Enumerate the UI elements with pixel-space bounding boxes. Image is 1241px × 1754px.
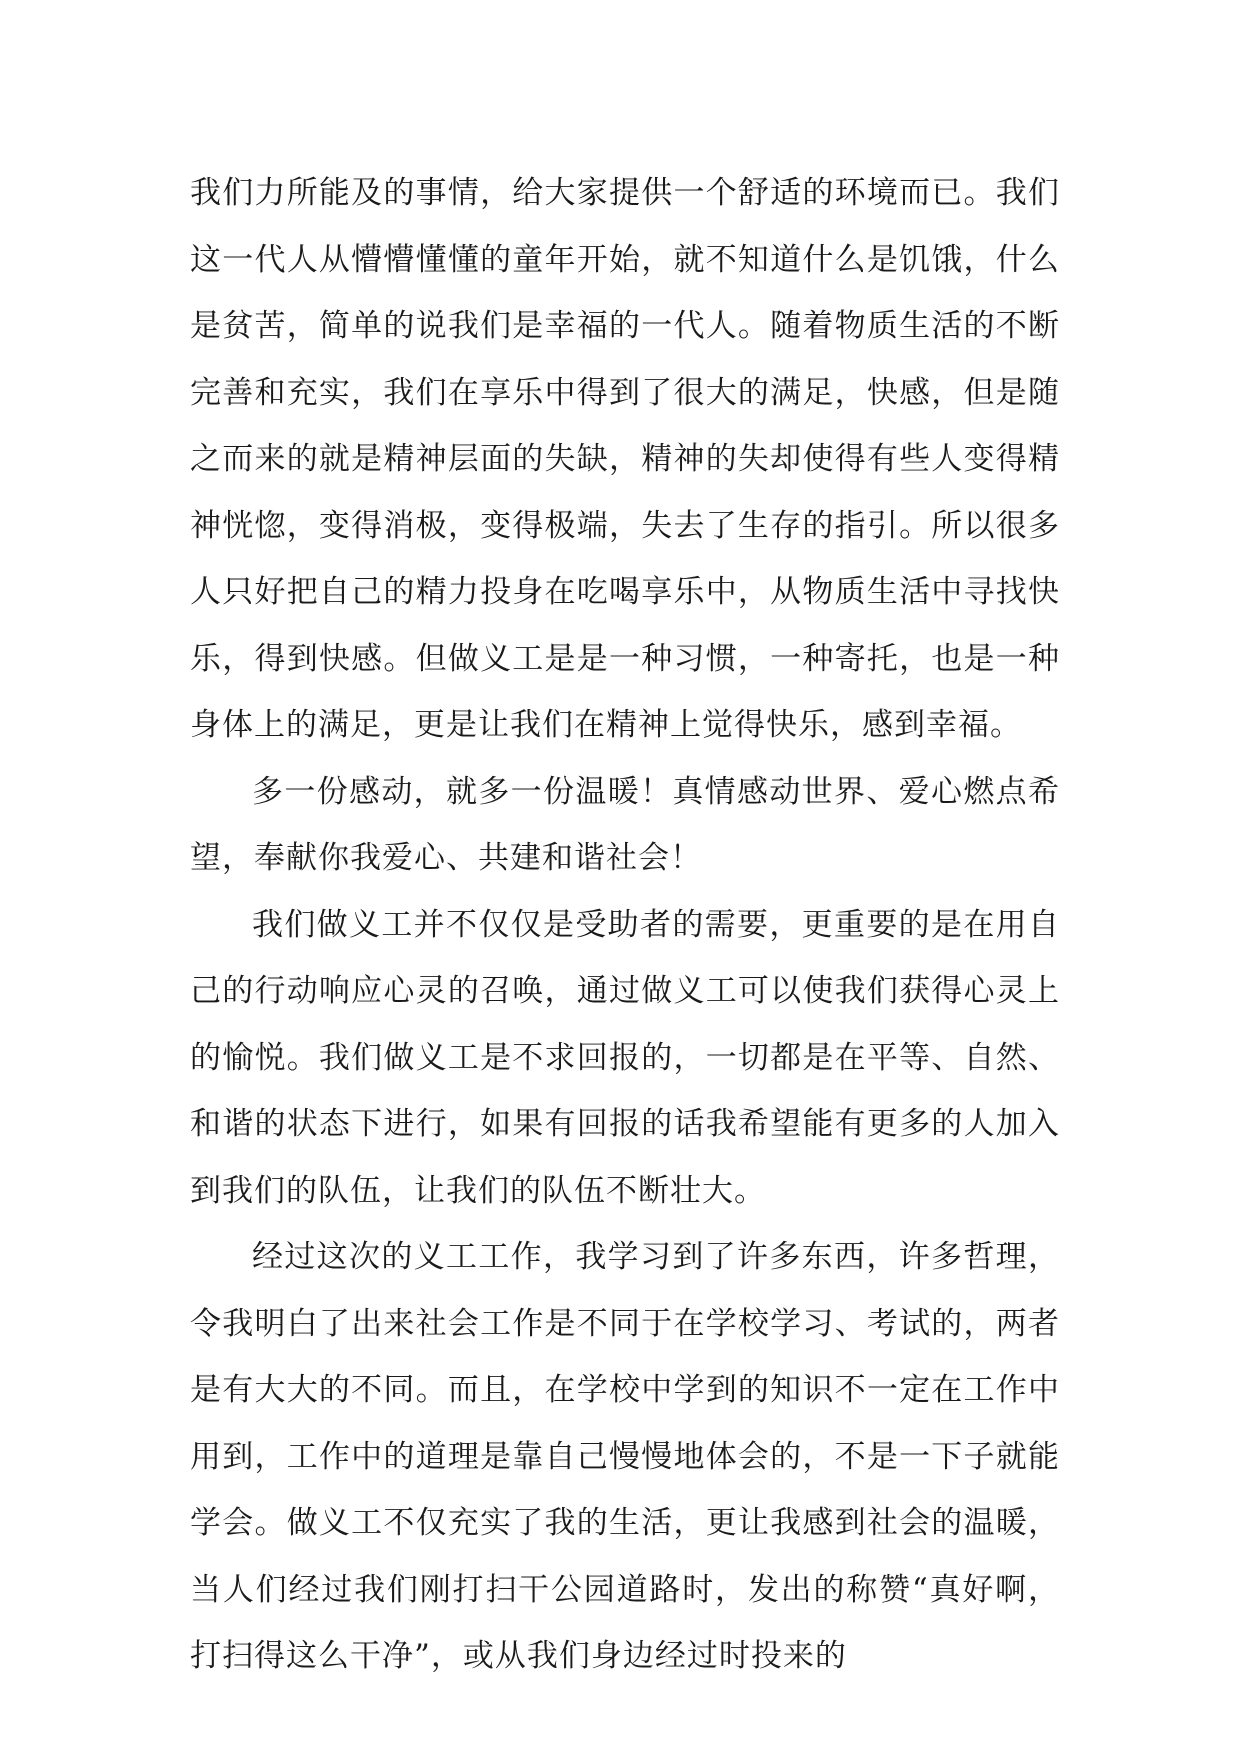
paragraph-2: 多一份感动，就多一份温暖！真情感动世界、爱心燃点希望，奉献你我爱心、共建和谐社会！ — [190, 773, 1060, 876]
paragraph-4: 经过这次的义工工作，我学习到了许多东西，许多哲理，令我明白了出来社会工作是不同于在学校学习、考试的，两者是有大大的不同。而且，在学校中学到的知识不一定在工作中用到，工作中的道理是靠自己慢慢地体会的，不是一下子就能学会。做义工不仅充实了我的生活，更让我感到社会的温暖，当人们经过我们刚打扫干公园道路时，发出的称赞“真好啊，打扫得这么干净”，或从我们身边经过时投来的 — [190, 1239, 1060, 1674]
paragraph-1: 我们力所能及的事情，给大家提供一个舒适的环境而已。我们这一代人从懵懵懂懂的童年开始，就不知道什么是饥饿，什么是贫苦，简单的说我们是幸福的一代人。随着物质生活的不断完善和充实，我们在享乐中得到了很大的满足，快感，但是随之而来的就是精神层面的失缺，精神的失却使得有些人变得精神恍惚，变得消极，变得极端，失去了生存的指引。所以很多人只好把自己的精力投身在吃喝享乐中，从物质生活中寻找快乐，得到快感。但做义工是是一种习惯，一种寄托，也是一种身体上的满足，更是让我们在精神上觉得快乐，感到幸福。 — [190, 175, 1060, 743]
document-body — [190, 160, 1060, 1690]
paragraph-3: 我们做义工并不仅仅是受助者的需要，更重要的是在用自己的行动响应心灵的召唤，通过做义工可以使我们获得心灵上的愉悦。我们做义工是不求回报的，一切都是在平等、自然、和谐的状态下进行，如果有回报的话我希望能有更多的人加入到我们的队伍，让我们的队伍不断壮大。 — [190, 906, 1060, 1209]
